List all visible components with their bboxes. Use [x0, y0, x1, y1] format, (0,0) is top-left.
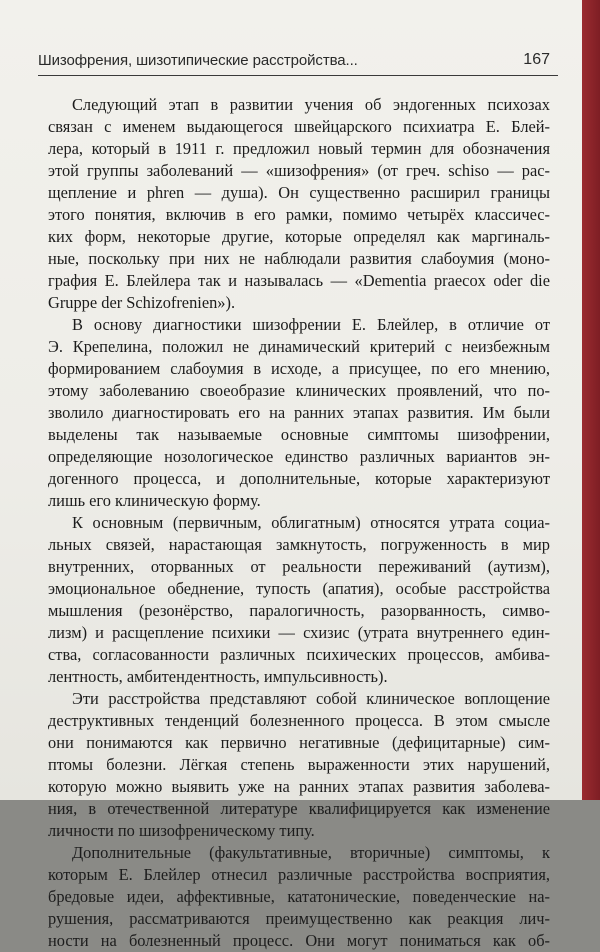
header-rule — [38, 75, 558, 76]
running-title: Шизофрения, шизотипические расстройства... — [38, 52, 358, 69]
text-line: которую можно выявить уже на ранних этапах развития заболева- — [48, 777, 550, 796]
text-line: лизм) и расщепление психики — схизис (утрата внутреннего един- — [48, 623, 550, 642]
text-line: мышления (резонёрство, паралогичность, разорванность, симво- — [48, 601, 550, 620]
text-line: связан с именем выдающегося швейцарского психиатра Е. Блей- — [48, 117, 550, 136]
paragraph — [48, 94, 550, 314]
text-line: зволило диагностировать его на ранних этапах развития. Им были — [48, 403, 550, 422]
text-line: лишь его клиническую форму. — [48, 491, 261, 510]
text-line: графия Е. Блейлера так и называлась — «Dementia praecox oder die — [48, 271, 550, 290]
text-line: лентность, амбитендентность, импульсивность). — [48, 667, 388, 686]
paragraph — [48, 314, 550, 512]
text-line: внутренних, оторванных от реальности переживаний (аутизм), — [48, 557, 550, 576]
book-cover-edge — [582, 0, 600, 800]
text-line: ких форм, некоторые другие, которые определял как маргиналь- — [48, 227, 550, 246]
text-line: Следующий этап в развитии учения об эндогенных психозах — [72, 95, 550, 114]
text-line: этой группы заболеваний — «шизофрения» (от греч. schiso — рас- — [48, 161, 550, 180]
text-line: ные, поскольку при них не наблюдали развития слабоумия (моно- — [48, 249, 550, 268]
text-line: птомы болезни. Лёгкая степень выраженности этих нарушений, — [48, 755, 550, 774]
text-line: ности на болезненный процесс. Они могут пониматься как об- — [48, 931, 550, 950]
text-line: Э. Крепелина, положил не динамический критерий с неизбежным — [48, 337, 550, 356]
paragraph — [48, 512, 550, 688]
paragraph — [48, 842, 550, 952]
text-line: лера, который в 1911 г. предложил новый термин для обозначения — [48, 139, 550, 158]
body-text — [48, 94, 550, 952]
text-line: В основу диагностики шизофрении Е. Блейлер, в отличие от — [72, 315, 550, 334]
text-line: выделены так называемые основные симптомы шизофрении, — [48, 425, 550, 444]
text-line: эмоциональное обеднение, тупость (апатия), особые расстройства — [48, 579, 550, 598]
text-line: деструктивных тенденций болезненного процесса. В этом смысле — [48, 711, 550, 730]
text-line: которым Е. Блейлер отнесил различные расстройства восприятия, — [48, 865, 550, 884]
text-line: этому заболеванию своеобразие клинических проявлений, что по- — [48, 381, 550, 400]
text-line: формированием слабоумия в исходе, а присущее, по его мнению, — [48, 359, 550, 378]
text-line: ства, согласованности различных психических процессов, амбива- — [48, 645, 550, 664]
running-header — [38, 50, 558, 74]
text-line: этого понятия, включив в его рамки, помимо четырёх классичес- — [48, 205, 550, 224]
text-line: Gruppe der Schizofrenien»). — [48, 293, 236, 312]
text-line: ния, в отечественной литературе квалифицируется как изменение — [48, 799, 550, 818]
text-line: льных связей, нарастающая замкнутость, погруженность в мир — [48, 535, 550, 554]
text-line: Дополнительные (факультативные, вторичные) симптомы, к — [72, 843, 550, 862]
text-line: рушения, рассматриваются преимущественно как реакция лич- — [48, 909, 550, 928]
text-line: Эти расстройства представляют собой клиническое воплощение — [72, 689, 550, 708]
text-line: определяющие нозологическое единство различных вариантов эн- — [48, 447, 550, 466]
text-line: догенного процесса, и дополнительные, которые характеризуют — [48, 469, 550, 488]
text-line: бредовые идеи, аффективные, кататонические, поведенческие на- — [48, 887, 550, 906]
text-line: они понимаются как первично негативные (дефицитарные) сим- — [48, 733, 550, 752]
text-line: щепление и phren — душа). Он существенно расширил границы — [48, 183, 550, 202]
page-number: 167 — [523, 51, 550, 68]
text-line: К основным (первичным, облигатным) относятся утрата социа- — [72, 513, 550, 532]
paragraph — [48, 688, 550, 842]
text-line: личности по шизофреническому типу. — [48, 821, 315, 840]
